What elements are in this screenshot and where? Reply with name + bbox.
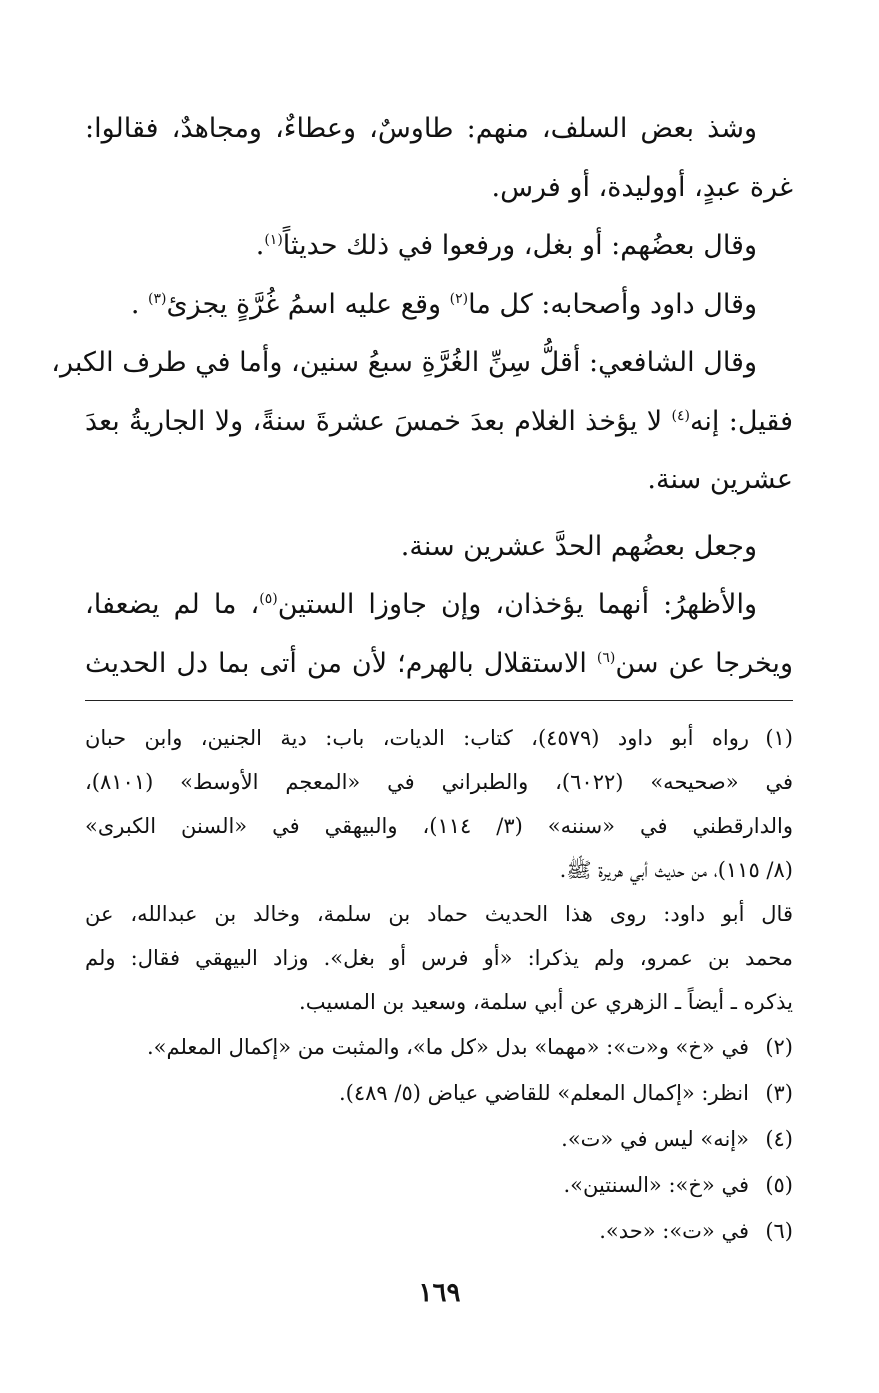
footnote-2 bbox=[85, 1024, 793, 1070]
footnote-ref[interactable]: (٦) bbox=[596, 649, 616, 666]
footnote-number: (٦) bbox=[765, 1219, 793, 1243]
footnote-number: (٥) bbox=[765, 1173, 793, 1197]
footnote-body bbox=[85, 1070, 749, 1116]
text-line bbox=[85, 635, 793, 694]
text-line bbox=[85, 276, 793, 335]
text-line bbox=[51, 334, 793, 393]
text-line bbox=[85, 518, 793, 577]
text-span: غرة عبدٍ، أووليدة، أو فرس. bbox=[491, 171, 793, 203]
text-span: ، ما لم يضعفا، bbox=[85, 589, 260, 620]
text-span: وقال الشافعي: أقلُّ سِنِّ الغُرَّةِ سبعُ سنين، وأما في طرف الكبر، bbox=[51, 347, 757, 378]
footnote-line: (٨/ ١١٥)، من حديث أبي هريرة ﷺ. bbox=[559, 858, 793, 882]
footnote-ref[interactable]: (٤) bbox=[671, 407, 690, 424]
footnote-6 bbox=[85, 1208, 793, 1254]
footnotes bbox=[85, 716, 793, 1254]
text-span: وقع عليه اسمُ غُرَّةٍ يجزئ bbox=[166, 288, 442, 320]
footnote-body bbox=[85, 1116, 749, 1162]
footnote-line: في «ت»: «حد». bbox=[599, 1219, 749, 1243]
footnote-line: انظر: «إكمال المعلم» للقاضي عياض (٥/ ٤٨٩). bbox=[338, 1081, 749, 1105]
footnote-3 bbox=[85, 1070, 793, 1116]
footnote-body bbox=[85, 1208, 749, 1254]
text-span: وجعل بعضُهم الحدَّ عشرين سنة. bbox=[400, 530, 757, 562]
footnote-line: يذكره ـ أيضاً ـ الزهري عن أبي سلمة، وسعيد بن المسيب. bbox=[299, 990, 793, 1014]
footnote-number: (٣) bbox=[765, 1081, 793, 1105]
text-line bbox=[85, 217, 793, 276]
footnote-line: والدارقطني في «سننه» (٣/ ١١٤)، والبيهقي في «السنن الكبرى» bbox=[85, 814, 794, 838]
footnote-5 bbox=[85, 1162, 793, 1208]
text-span: . bbox=[130, 288, 140, 320]
main-text bbox=[51, 100, 793, 693]
text-line bbox=[85, 100, 793, 159]
text-span: وقال بعضُهم: أو بغل، ورفعوا في ذلك حديثاً bbox=[282, 230, 757, 261]
text-span: . bbox=[255, 230, 265, 261]
footnote-number: (٢) bbox=[765, 1035, 793, 1059]
footnote-line: في «خ»: «السنتين». bbox=[563, 1173, 749, 1197]
footnote-line: في «صحيحه» (٦٠٢٢)، والطبراني في «المعجم الأوسط» (٨١٠١)، bbox=[85, 770, 793, 794]
footnote-1 bbox=[85, 716, 793, 760]
footnote-number: (١) bbox=[765, 726, 793, 750]
footnote-ref[interactable]: (١) bbox=[264, 232, 283, 248]
footnote-ref[interactable]: (٢) bbox=[449, 290, 469, 307]
footnote-line: رواه أبو داود (٤٥٧٩)، كتاب: الديات، باب: دية الجنين، وابن حبان bbox=[85, 726, 749, 750]
footnote-separator bbox=[85, 700, 793, 701]
footnote-continuation bbox=[85, 760, 793, 1024]
text-line bbox=[85, 159, 793, 218]
footnote-body bbox=[85, 716, 749, 760]
text-line bbox=[85, 451, 793, 510]
footnote-body bbox=[85, 1162, 749, 1208]
text-span: ويخرجا عن سن bbox=[615, 647, 793, 679]
text-line bbox=[85, 576, 793, 635]
page-number: ١٦٩ bbox=[418, 1278, 461, 1308]
text-span: وشذ بعض السلف، منهم: طاوسٌ، وعطاءٌ، ومجاهدٌ، فقالوا: bbox=[85, 113, 757, 144]
footnote-body bbox=[85, 1024, 749, 1070]
footnote-line: قال أبو داود: روى هذا الحديث حماد بن سلمة، وخالد بن عبدالله، عن bbox=[85, 902, 793, 926]
text-span: لا يؤخذ الغلام بعدَ خمسَ عشرةَ سنةً، ولا الجاريةُ بعدَ bbox=[85, 405, 663, 437]
text-span: فقيل: إنه bbox=[689, 405, 793, 437]
text-span: وقال داود وأصحابه: كل ما bbox=[468, 288, 757, 320]
footnote-ref[interactable]: (٣) bbox=[148, 290, 167, 307]
text-span: الاستقلال بالهرم؛ لأن من أتى بما دل الحديث bbox=[85, 647, 587, 679]
footnote-line: محمد بن عمرو، ولم يذكرا: «أو فرس أو بغل». وزاد البيهقي فقال: ولم bbox=[85, 946, 793, 970]
footnote-line: «إنه» ليس في «ت». bbox=[561, 1127, 749, 1151]
text-line bbox=[85, 393, 793, 452]
footnote-number: (٤) bbox=[765, 1127, 793, 1151]
footnote-4 bbox=[85, 1116, 793, 1162]
footnote-ref[interactable]: (٥) bbox=[259, 591, 278, 607]
text-span: عشرين سنة. bbox=[647, 464, 793, 495]
text-span: والأظهرُ: أنهما يؤخذان، وإن جاوزا الستين bbox=[277, 589, 757, 620]
footnote-line: في «خ» و«ت»: «مهما» بدل «كل ما»، والمثبت من «إكمال المعلم». bbox=[146, 1035, 749, 1059]
